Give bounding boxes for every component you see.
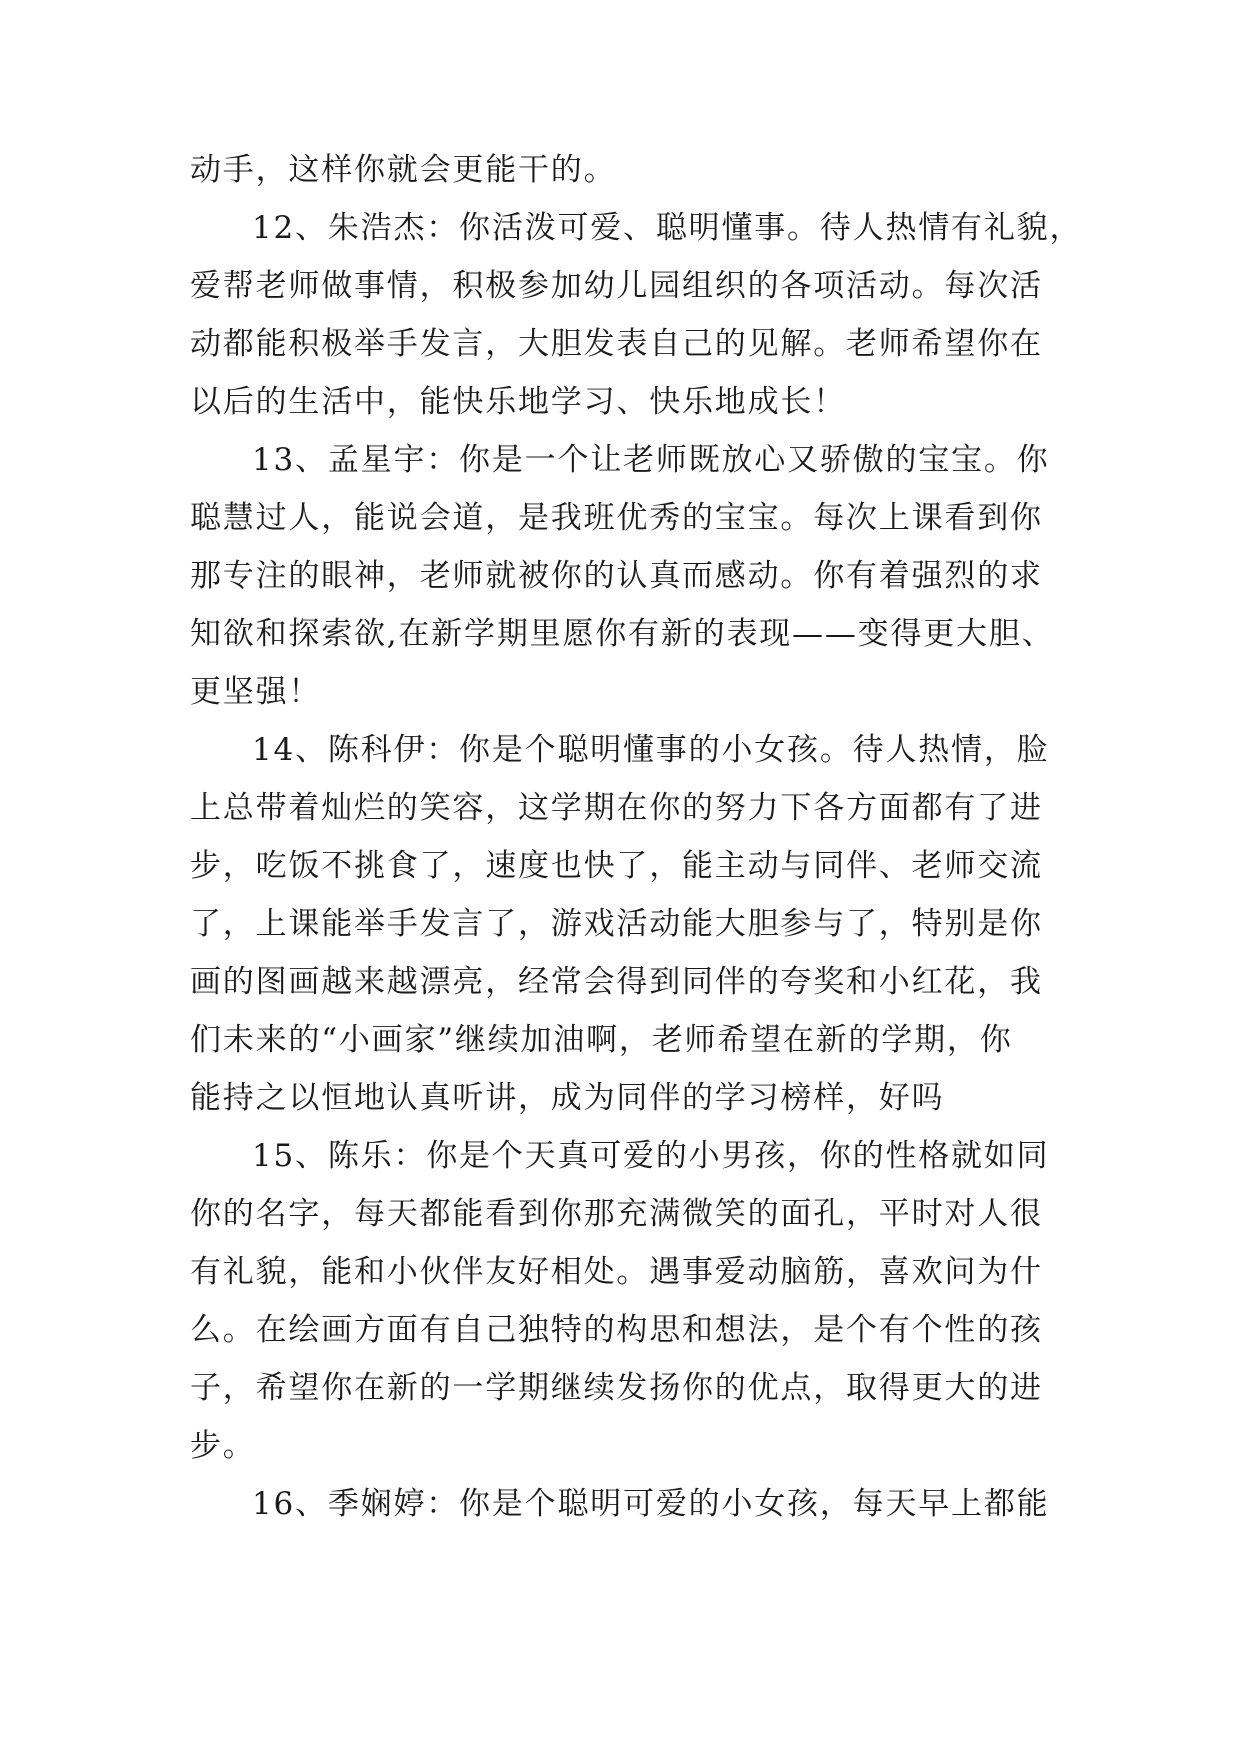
text-line: 聪慧过人，能说会道，是我班优秀的宝宝。每次上课看到你 <box>190 500 1043 536</box>
paragraph-first-line: 13、孟星宇：你是一个让老师既放心又骄傲的宝宝。你 <box>252 442 1050 478</box>
text-line: 更坚强！ <box>190 674 322 710</box>
text-line: 那专注的眼神，老师就被你的认真而感动。你有着强烈的求 <box>190 558 1043 594</box>
text-line: 能持之以恒地认真听讲，成为同伴的学习榜样，好吗 <box>190 1080 945 1116</box>
text-line: 有礼貌，能和小伙伴友好相处。遇事爱动脑筋，喜欢问为什 <box>190 1254 1043 1290</box>
text-line: 画的图画越来越漂亮，经常会得到同伴的夸奖和小红花，我 <box>190 964 1043 1000</box>
text-line: 么。在绘画方面有自己独特的构思和想法，是个有个性的孩 <box>190 1312 1043 1348</box>
text-line: 知欲和探索欲,在新学期里愿你有新的表现——变得更大胆、 <box>190 616 1055 652</box>
paragraph-first-line: 14、陈科伊：你是个聪明懂事的小女孩。待人热情，脸 <box>252 732 1050 768</box>
text-line: 步，吃饭不挑食了，速度也快了，能主动与同伴、老师交流 <box>190 848 1043 884</box>
paragraph-first-line: 15、陈乐：你是个天真可爱的小男孩，你的性格就如同 <box>252 1138 1050 1174</box>
paragraph-first-line: 16、季娴婷：你是个聪明可爱的小女孩，每天早上都能 <box>252 1486 1050 1522</box>
text-line: 你的名字，每天都能看到你那充满微笑的面孔，平时对人很 <box>190 1196 1043 1232</box>
text-line: 爱帮老师做事情，积极参加幼儿园组织的各项活动。每次活 <box>190 268 1043 304</box>
text-line: 动手，这样你就会更能干的。 <box>190 152 617 188</box>
text-line: 们未来的“小画家”继续加油啊，老师希望在新的学期，你 <box>190 1022 1013 1058</box>
text-line: 了，上课能举手发言了，游戏活动能大胆参与了，特别是你 <box>190 906 1043 942</box>
text-line: 以后的生活中，能快乐地学习、快乐地成长！ <box>190 384 846 420</box>
text-line: 步。 <box>190 1428 256 1464</box>
text-line: 子，希望你在新的一学期继续发扬你的优点，取得更大的进 <box>190 1370 1043 1406</box>
paragraph-first-line: 12、朱浩杰：你活泼可爱、聪明懂事。待人热情有礼貌， <box>252 210 1083 246</box>
text-line: 动都能积极举手发言，大胆发表自己的见解。老师希望你在 <box>190 326 1043 362</box>
text-line: 上总带着灿烂的笑容，这学期在你的努力下各方面都有了进 <box>190 790 1043 826</box>
